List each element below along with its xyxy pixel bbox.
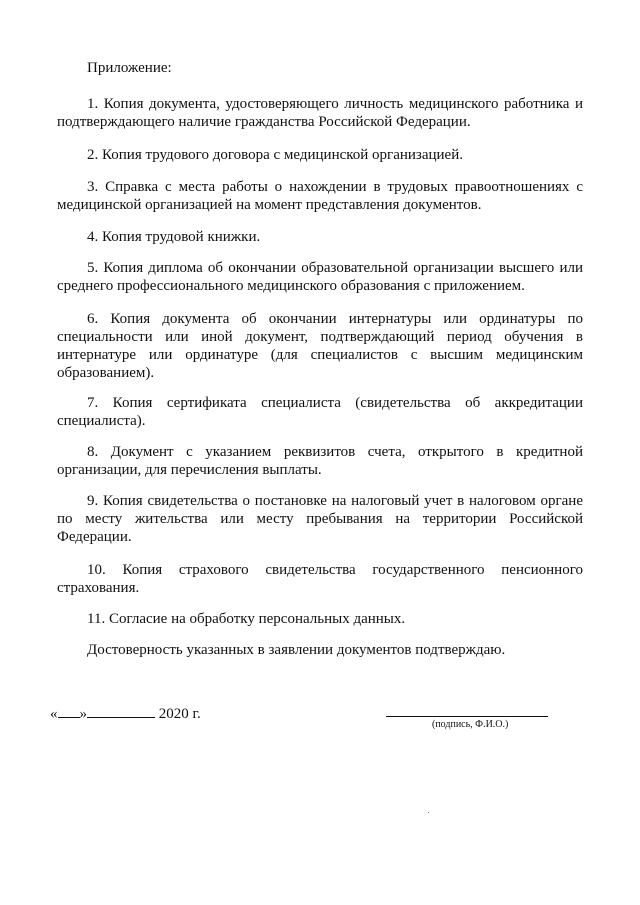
appendix-item-9: 9. Копия свидетельства о постановке на налоговый учет в налоговом органе по месту жительства или месту пребывания на территории Российской Федерации. bbox=[57, 493, 583, 545]
appendix-item-4: 4. Копия трудовой книжки. bbox=[87, 229, 261, 245]
signature-caption: (подпись, Ф.И.О.) bbox=[432, 719, 509, 730]
scan-speck bbox=[428, 812, 429, 813]
appendix-item-2: 2. Копия трудового договора с медицинской организацией. bbox=[87, 147, 463, 163]
signature-line bbox=[386, 716, 548, 717]
appendix-item-6: 6. Копия документа об окончании интернатуры или ординатуры по специальности или иной документ, подтверждающий период обучения в интернатуре или ординатуре (для специалистов с высшим медицинским образованием). bbox=[57, 311, 583, 381]
month-blank bbox=[87, 703, 155, 718]
appendix-item-7: 7. Копия сертификата специалиста (свидетельства об аккредитации специалиста). bbox=[57, 395, 583, 429]
confirmation-text: Достоверность указанных в заявлении документов подтверждаю. bbox=[87, 642, 506, 658]
quote-close: » bbox=[79, 706, 87, 722]
appendix-item-5: 5. Копия диплома об окончании образовательной организации высшего или среднего профессионального медицинского образования с приложением. bbox=[57, 260, 583, 294]
appendix-item-11: 11. Согласие на обработку персональных данных. bbox=[87, 611, 406, 627]
appendix-item-1: 1. Копия документа, удостоверяющего личность медицинского работника и подтверждающего наличие гражданства Российской Федерации. bbox=[57, 96, 583, 130]
quote-open: « bbox=[50, 706, 58, 722]
appendix-item-10: 10. Копия страхового свидетельства государственного пенсионного страхования. bbox=[57, 562, 583, 596]
day-blank bbox=[58, 703, 80, 718]
appendix-item-3: 3. Справка с места работы о нахождении в трудовых правоотношениях с медицинской организацией на момент представления документов. bbox=[57, 179, 583, 213]
appendix-heading: Приложение: bbox=[87, 60, 172, 76]
appendix-item-8: 8. Документ с указанием реквизитов счета, открытого в кредитной организации, для перечисления выплаты. bbox=[57, 444, 583, 478]
date-field bbox=[50, 703, 201, 723]
year-text: 2020 г. bbox=[158, 706, 201, 722]
